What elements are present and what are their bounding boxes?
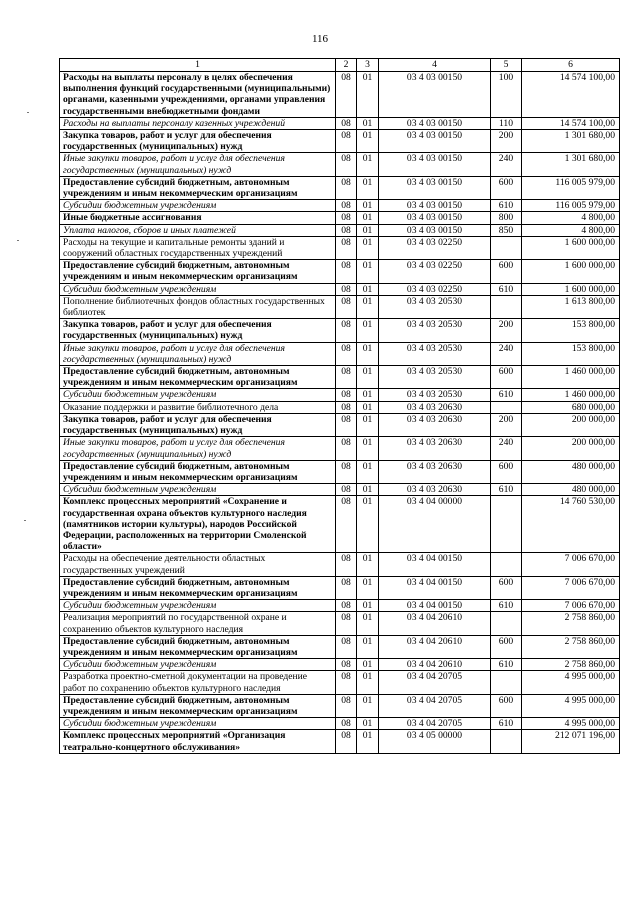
subsection-cell: 01 [357,718,379,730]
expense-type-cell [491,612,522,635]
row-name-cell: Предоставление субсидий бюджетным, автономным учреждениям и иным некоммерческим организациям [60,366,336,389]
target-article-cell: 03 4 04 20610 [379,659,491,671]
table-row [60,176,620,199]
amount-cell: 1 613 800,00 [522,295,620,318]
section-cell: 08 [336,496,357,553]
expense-type-cell: 600 [491,694,522,717]
amount-cell: 4 995 000,00 [522,694,620,717]
expense-type-cell [491,496,522,553]
row-name-cell: Закупка товаров, работ и услуг для обеспечения государственных (муниципальных) нужд [60,413,336,436]
section-cell: 08 [336,153,357,176]
subsection-cell: 01 [357,260,379,283]
table-row [60,295,620,318]
subsection-cell: 01 [357,212,379,224]
expense-type-cell: 240 [491,437,522,460]
expense-type-cell: 240 [491,342,522,365]
section-cell: 08 [336,366,357,389]
table-row [60,72,620,118]
amount-cell: 7 006 670,00 [522,576,620,599]
row-name-cell: Иные закупки товаров, работ и услуг для обеспечения государственных (муниципальных) нужд [60,342,336,365]
expense-type-cell: 610 [491,659,522,671]
section-cell: 08 [336,295,357,318]
expense-type-cell: 610 [491,283,522,295]
subsection-cell: 01 [357,576,379,599]
target-article-cell: 03 4 03 20530 [379,319,491,342]
amount-cell: 1 600 000,00 [522,260,620,283]
expense-type-cell: 600 [491,366,522,389]
expense-type-cell: 610 [491,718,522,730]
row-name-cell: Иные закупки товаров, работ и услуг для обеспечения государственных (муниципальных) нужд [60,437,336,460]
subsection-cell: 01 [357,600,379,612]
header-col-6: 6 [522,59,620,72]
table-row [60,413,620,436]
subsection-cell: 01 [357,366,379,389]
section-cell: 08 [336,236,357,259]
table-row [60,659,620,671]
section-cell: 08 [336,401,357,413]
section-cell: 08 [336,260,357,283]
subsection-cell: 01 [357,236,379,259]
amount-cell: 2 758 860,00 [522,612,620,635]
row-name-cell: Закупка товаров, работ и услуг для обеспечения государственных (муниципальных) нужд [60,130,336,153]
target-article-cell: 03 4 03 20530 [379,366,491,389]
row-name-cell: Расходы на обеспечение деятельности областных государственных учреждений [60,553,336,576]
table-row [60,342,620,365]
target-article-cell: 03 4 03 00150 [379,130,491,153]
amount-cell: 4 995 000,00 [522,671,620,694]
table-row [60,212,620,224]
table-row [60,484,620,496]
subsection-cell: 01 [357,413,379,436]
target-article-cell: 03 4 04 20705 [379,671,491,694]
table-row [60,635,620,658]
subsection-cell: 01 [357,437,379,460]
row-name-cell: Субсидии бюджетным учреждениям [60,718,336,730]
target-article-cell: 03 4 03 00150 [379,176,491,199]
target-article-cell: 03 4 03 00150 [379,224,491,236]
row-name-cell: Субсидии бюджетным учреждениям [60,200,336,212]
section-cell: 08 [336,576,357,599]
row-name-cell: Расходы на выплаты персоналу казенных учреждений [60,117,336,129]
subsection-cell: 01 [357,283,379,295]
section-cell: 08 [336,671,357,694]
section-cell: 08 [336,460,357,483]
header-col-5: 5 [491,59,522,72]
expense-type-cell: 610 [491,600,522,612]
section-cell: 08 [336,224,357,236]
subsection-cell: 01 [357,224,379,236]
table-row [60,612,620,635]
amount-cell: 480 000,00 [522,484,620,496]
table-row [60,730,620,753]
target-article-cell: 03 4 03 02250 [379,260,491,283]
subsection-cell: 01 [357,342,379,365]
table-row [60,437,620,460]
table-row [60,389,620,401]
expense-type-cell [491,730,522,753]
row-name-cell: Иные бюджетные ассигнования [60,212,336,224]
expense-type-cell: 200 [491,130,522,153]
amount-cell: 1 460 000,00 [522,389,620,401]
section-cell: 08 [336,437,357,460]
header-col-1: 1 [60,59,336,72]
expense-type-cell: 600 [491,260,522,283]
header-col-4: 4 [379,59,491,72]
row-name-cell: Субсидии бюджетным учреждениям [60,659,336,671]
row-name-cell: Субсидии бюджетным учреждениям [60,600,336,612]
row-name-cell: Предоставление субсидий бюджетным, автономным учреждениям и иным некоммерческим организациям [60,460,336,483]
subsection-cell: 01 [357,130,379,153]
amount-cell: 1 301 680,00 [522,130,620,153]
table-row [60,283,620,295]
expense-type-cell: 850 [491,224,522,236]
target-article-cell: 03 4 04 00000 [379,496,491,553]
row-name-cell: Субсидии бюджетным учреждениям [60,389,336,401]
row-name-cell: Расходы на выплаты персоналу в целях обеспечения выполнения функций государственными (муниципальными) органами, казенными учреждениями, органами управления государственными внебюджетными фондами [60,72,336,118]
row-name-cell: Разработка проектно-сметной документации на проведение работ по сохранению объектов культурного наследия [60,671,336,694]
table-row [60,718,620,730]
table-row [60,694,620,717]
subsection-cell: 01 [357,553,379,576]
amount-cell: 116 005 979,00 [522,200,620,212]
amount-cell: 212 071 196,00 [522,730,620,753]
section-cell: 08 [336,718,357,730]
expense-type-cell [491,671,522,694]
target-article-cell: 03 4 03 20530 [379,389,491,401]
subsection-cell: 01 [357,295,379,318]
section-cell: 08 [336,130,357,153]
amount-cell: 4 800,00 [522,212,620,224]
subsection-cell: 01 [357,319,379,342]
target-article-cell: 03 4 04 20610 [379,612,491,635]
subsection-cell: 01 [357,401,379,413]
section-cell: 08 [336,553,357,576]
row-name-cell: Иные закупки товаров, работ и услуг для обеспечения государственных (муниципальных) нужд [60,153,336,176]
section-cell: 08 [336,694,357,717]
amount-cell: 1 600 000,00 [522,283,620,295]
table-row [60,366,620,389]
subsection-cell: 01 [357,612,379,635]
table-row [60,153,620,176]
target-article-cell: 03 4 04 00150 [379,553,491,576]
section-cell: 08 [336,117,357,129]
row-name-cell: Субсидии бюджетным учреждениям [60,484,336,496]
table-row [60,117,620,129]
table-row [60,224,620,236]
target-article-cell: 03 4 03 20630 [379,437,491,460]
amount-cell: 2 758 860,00 [522,635,620,658]
section-cell: 08 [336,176,357,199]
section-cell: 08 [336,612,357,635]
expense-type-cell: 240 [491,153,522,176]
row-name-cell: Предоставление субсидий бюджетным, автономным учреждениям и иным некоммерческим организациям [60,176,336,199]
amount-cell: 200 000,00 [522,437,620,460]
table-row [60,600,620,612]
subsection-cell: 01 [357,671,379,694]
section-cell: 08 [336,72,357,118]
table-row [60,236,620,259]
row-name-cell: Комплекс процессных мероприятий «Сохранение и государственная охрана объектов культурного наследия (памятников истории культуры), народов Российской Федерации, расположенных на территории Смоленской области» [60,496,336,553]
subsection-cell: 01 [357,389,379,401]
expense-type-cell: 800 [491,212,522,224]
amount-cell: 1 460 000,00 [522,366,620,389]
section-cell: 08 [336,342,357,365]
row-name-cell: Оказание поддержки и развитие библиотечного дела [60,401,336,413]
expense-type-cell: 610 [491,484,522,496]
section-cell: 08 [336,730,357,753]
target-article-cell: 03 4 03 00150 [379,72,491,118]
target-article-cell: 03 4 03 02250 [379,283,491,295]
subsection-cell: 01 [357,694,379,717]
amount-cell: 153 800,00 [522,319,620,342]
expense-type-cell: 610 [491,389,522,401]
expense-type-cell: 600 [491,635,522,658]
expense-type-cell: 100 [491,72,522,118]
expense-type-cell [491,553,522,576]
expense-type-cell: 200 [491,413,522,436]
row-name-cell: Субсидии бюджетным учреждениям [60,283,336,295]
row-name-cell: Предоставление субсидий бюджетным, автономным учреждениям и иным некоммерческим организациям [60,260,336,283]
row-name-cell: Предоставление субсидий бюджетным, автономным учреждениям и иным некоммерческим организациям [60,694,336,717]
amount-cell: 480 000,00 [522,460,620,483]
scan-mark [17,240,19,241]
target-article-cell: 03 4 03 20530 [379,295,491,318]
section-cell: 08 [336,659,357,671]
budget-table [59,58,620,754]
target-article-cell: 03 4 03 00150 [379,212,491,224]
section-cell: 08 [336,389,357,401]
table-row [60,130,620,153]
row-name-cell: Уплата налогов, сборов и иных платежей [60,224,336,236]
amount-cell: 1 301 680,00 [522,153,620,176]
expense-type-cell [491,295,522,318]
row-name-cell: Комплекс процессных мероприятий «Организация театрально-концертного обслуживания» [60,730,336,753]
target-article-cell: 03 4 03 00150 [379,117,491,129]
header-col-2: 2 [336,59,357,72]
section-cell: 08 [336,635,357,658]
subsection-cell: 01 [357,153,379,176]
section-cell: 08 [336,212,357,224]
section-cell: 08 [336,484,357,496]
subsection-cell: 01 [357,117,379,129]
section-cell: 08 [336,319,357,342]
row-name-cell: Предоставление субсидий бюджетным, автономным учреждениям и иным некоммерческим организациям [60,576,336,599]
table-row [60,496,620,553]
table-row [60,401,620,413]
amount-cell: 14 760 530,00 [522,496,620,553]
expense-type-cell: 200 [491,319,522,342]
subsection-cell: 01 [357,72,379,118]
amount-cell: 1 600 000,00 [522,236,620,259]
subsection-cell: 01 [357,484,379,496]
row-name-cell: Реализация мероприятий по государственной охране и сохранению объектов культурного наследия [60,612,336,635]
expense-type-cell: 110 [491,117,522,129]
target-article-cell: 03 4 04 00150 [379,576,491,599]
scan-mark [24,520,26,521]
page-number: 116 [311,33,329,45]
expense-type-cell: 600 [491,576,522,599]
target-article-cell: 03 4 03 20630 [379,460,491,483]
target-article-cell: 03 4 04 20705 [379,694,491,717]
header-col-3: 3 [357,59,379,72]
table-row [60,553,620,576]
target-article-cell: 03 4 03 20630 [379,413,491,436]
amount-cell: 116 005 979,00 [522,176,620,199]
amount-cell: 4 800,00 [522,224,620,236]
section-cell: 08 [336,200,357,212]
amount-cell: 7 006 670,00 [522,553,620,576]
amount-cell: 14 574 100,00 [522,72,620,118]
table-row [60,460,620,483]
subsection-cell: 01 [357,200,379,212]
target-article-cell: 03 4 03 02250 [379,236,491,259]
row-name-cell: Пополнение библиотечных фондов областных государственных библиотек [60,295,336,318]
table-row [60,319,620,342]
section-cell: 08 [336,600,357,612]
target-article-cell: 03 4 04 20705 [379,718,491,730]
table-row [60,671,620,694]
amount-cell: 153 800,00 [522,342,620,365]
table-row [60,200,620,212]
expense-type-cell: 610 [491,200,522,212]
target-article-cell: 03 4 03 20630 [379,401,491,413]
subsection-cell: 01 [357,635,379,658]
target-article-cell: 03 4 03 20530 [379,342,491,365]
amount-cell: 7 006 670,00 [522,600,620,612]
target-article-cell: 03 4 03 00150 [379,200,491,212]
amount-cell: 4 995 000,00 [522,718,620,730]
subsection-cell: 01 [357,730,379,753]
amount-cell: 2 758 860,00 [522,659,620,671]
section-cell: 08 [336,413,357,436]
expense-type-cell [491,401,522,413]
expense-type-cell [491,236,522,259]
subsection-cell: 01 [357,460,379,483]
target-article-cell: 03 4 04 20610 [379,635,491,658]
target-article-cell: 03 4 05 00000 [379,730,491,753]
amount-cell: 680 000,00 [522,401,620,413]
amount-cell: 200 000,00 [522,413,620,436]
subsection-cell: 01 [357,176,379,199]
target-article-cell: 03 4 03 00150 [379,153,491,176]
section-cell: 08 [336,283,357,295]
target-article-cell: 03 4 03 20630 [379,484,491,496]
table-row [60,260,620,283]
table-header-row [60,59,620,72]
target-article-cell: 03 4 04 00150 [379,600,491,612]
expense-type-cell: 600 [491,176,522,199]
expense-type-cell: 600 [491,460,522,483]
amount-cell: 14 574 100,00 [522,117,620,129]
table-row [60,576,620,599]
scan-mark [27,112,29,113]
subsection-cell: 01 [357,659,379,671]
subsection-cell: 01 [357,496,379,553]
row-name-cell: Предоставление субсидий бюджетным, автономным учреждениям и иным некоммерческим организациям [60,635,336,658]
row-name-cell: Расходы на текущие и капитальные ремонты зданий и сооружений областных государственных учреждений [60,236,336,259]
row-name-cell: Закупка товаров, работ и услуг для обеспечения государственных (муниципальных) нужд [60,319,336,342]
